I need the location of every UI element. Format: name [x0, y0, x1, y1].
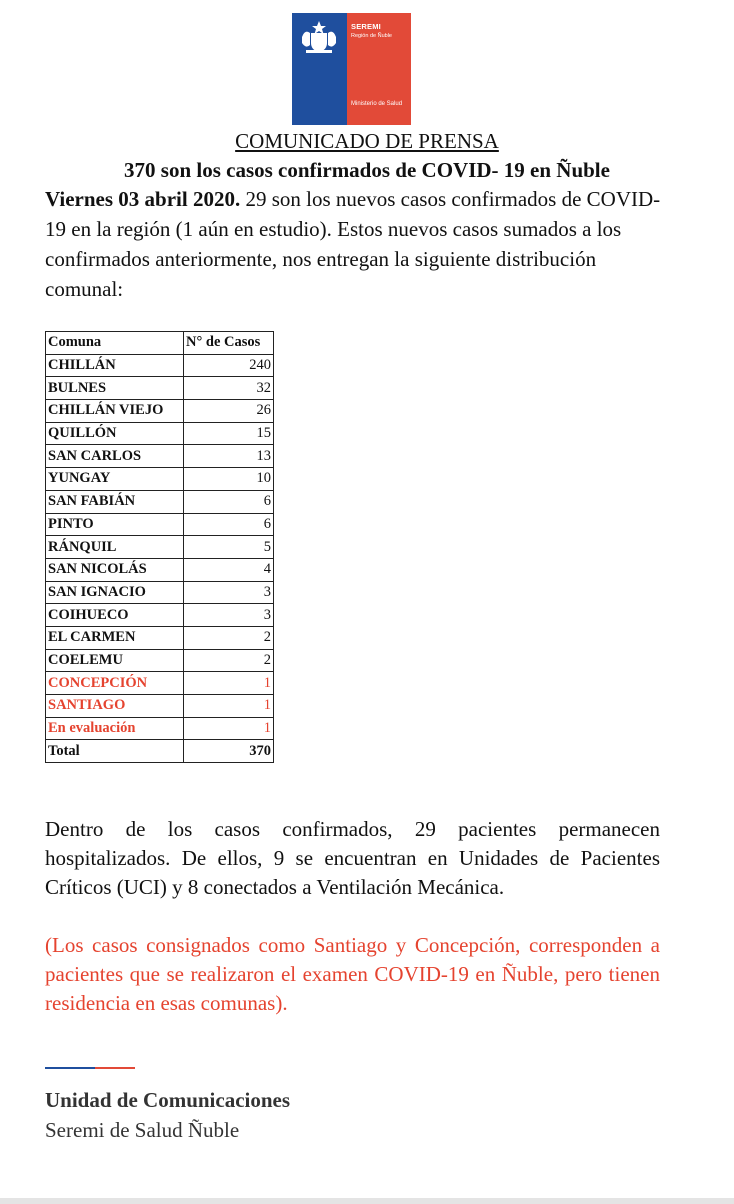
table-row — [46, 490, 274, 513]
casos-cell: 1 — [184, 672, 274, 695]
table-row — [46, 717, 274, 740]
casos-cell: 1 — [184, 695, 274, 718]
total-label: Total — [46, 740, 184, 763]
comuna-cell: QUILLÓN — [46, 422, 184, 445]
casos-cell: 13 — [184, 445, 274, 468]
chile-coat-of-arms-icon — [296, 19, 342, 55]
logo-ministry-text: Ministerio de Salud — [351, 101, 403, 107]
cases-table — [45, 331, 274, 763]
casos-cell: 10 — [184, 468, 274, 491]
logo-seremi-text: SEREMI — [351, 22, 381, 31]
comuna-cell: CHILLÁN VIEJO — [46, 400, 184, 423]
table-row — [46, 513, 274, 536]
signature-divider — [45, 1067, 135, 1069]
comuna-cell: En evaluación — [46, 717, 184, 740]
logo-blue-panel — [292, 13, 347, 125]
casos-cell: 3 — [184, 604, 274, 627]
comuna-cell: RÁNQUIL — [46, 536, 184, 559]
header-comuna: Comuna — [46, 332, 184, 355]
logo-region-text: Región de Ñuble — [351, 33, 392, 39]
comuna-cell: COELEMU — [46, 649, 184, 672]
comuna-cell: SAN IGNACIO — [46, 581, 184, 604]
lead-text: 29 son los nuevos casos confirmados de COVID- 19 en la región (1 aún en estudio). Estos nuevos casos sumados a los confirmados anteriormente, nos entregan la siguiente distribución comunal: — [45, 187, 661, 301]
page-bottom-edge — [0, 1198, 734, 1204]
seremi-logo — [292, 13, 411, 125]
table-row — [46, 400, 274, 423]
table-row — [46, 445, 274, 468]
table-row — [46, 604, 274, 627]
hospitalization-paragraph: Dentro de los casos confirmados, 29 pacientes permanecen hospitalizados. De ellos, 9 se encuentran en Unidades de Pacientes Críticos (UCI) y 8 conectados a Ventilación Mecánica. — [45, 817, 660, 899]
table-total-row — [46, 740, 274, 763]
casos-cell: 6 — [184, 513, 274, 536]
logo-red-panel — [347, 13, 411, 125]
casos-cell: 3 — [184, 581, 274, 604]
table-row — [46, 581, 274, 604]
table-row — [46, 468, 274, 491]
table-row — [46, 558, 274, 581]
comuna-cell: YUNGAY — [46, 468, 184, 491]
casos-cell: 240 — [184, 354, 274, 377]
headline: 370 son los casos confirmados de COVID- 19 en Ñuble — [124, 158, 610, 182]
signature-org: Seremi de Salud Ñuble — [45, 1118, 240, 1142]
table-header-row — [46, 332, 274, 355]
casos-cell: 6 — [184, 490, 274, 513]
table-row — [46, 354, 274, 377]
table-row — [46, 672, 274, 695]
comuna-cell: EL CARMEN — [46, 626, 184, 649]
comuna-cell: SANTIAGO — [46, 695, 184, 718]
lead-paragraph — [45, 184, 665, 304]
casos-cell: 2 — [184, 649, 274, 672]
header-casos: N° de Casos — [184, 332, 274, 355]
casos-cell: 32 — [184, 377, 274, 400]
casos-cell: 1 — [184, 717, 274, 740]
casos-cell: 4 — [184, 558, 274, 581]
comuna-cell: SAN CARLOS — [46, 445, 184, 468]
table-row — [46, 626, 274, 649]
comuna-cell: SAN FABIÁN — [46, 490, 184, 513]
press-release-title: COMUNICADO DE PRENSA — [235, 129, 499, 153]
table-row — [46, 536, 274, 559]
comuna-cell: CONCEPCIÓN — [46, 672, 184, 695]
lead-date: Viernes 03 abril 2020. — [45, 187, 241, 211]
signature-unit: Unidad de Comunicaciones — [45, 1088, 291, 1112]
comuna-cell: PINTO — [46, 513, 184, 536]
table-row — [46, 377, 274, 400]
comuna-cell: SAN NICOLÁS — [46, 558, 184, 581]
comuna-cell: CHILLÁN — [46, 354, 184, 377]
table-row — [46, 649, 274, 672]
total-value: 370 — [184, 740, 274, 763]
residence-note: (Los casos consignados como Santiago y Concepción, corresponden a pacientes que se realizaron el examen COVID-19 en Ñuble, pero tienen residencia en esas comunas). — [45, 933, 660, 1015]
comuna-cell: BULNES — [46, 377, 184, 400]
comuna-cell: COIHUECO — [46, 604, 184, 627]
casos-cell: 26 — [184, 400, 274, 423]
table-row — [46, 695, 274, 718]
casos-cell: 5 — [184, 536, 274, 559]
casos-cell: 15 — [184, 422, 274, 445]
casos-cell: 2 — [184, 626, 274, 649]
table-row — [46, 422, 274, 445]
